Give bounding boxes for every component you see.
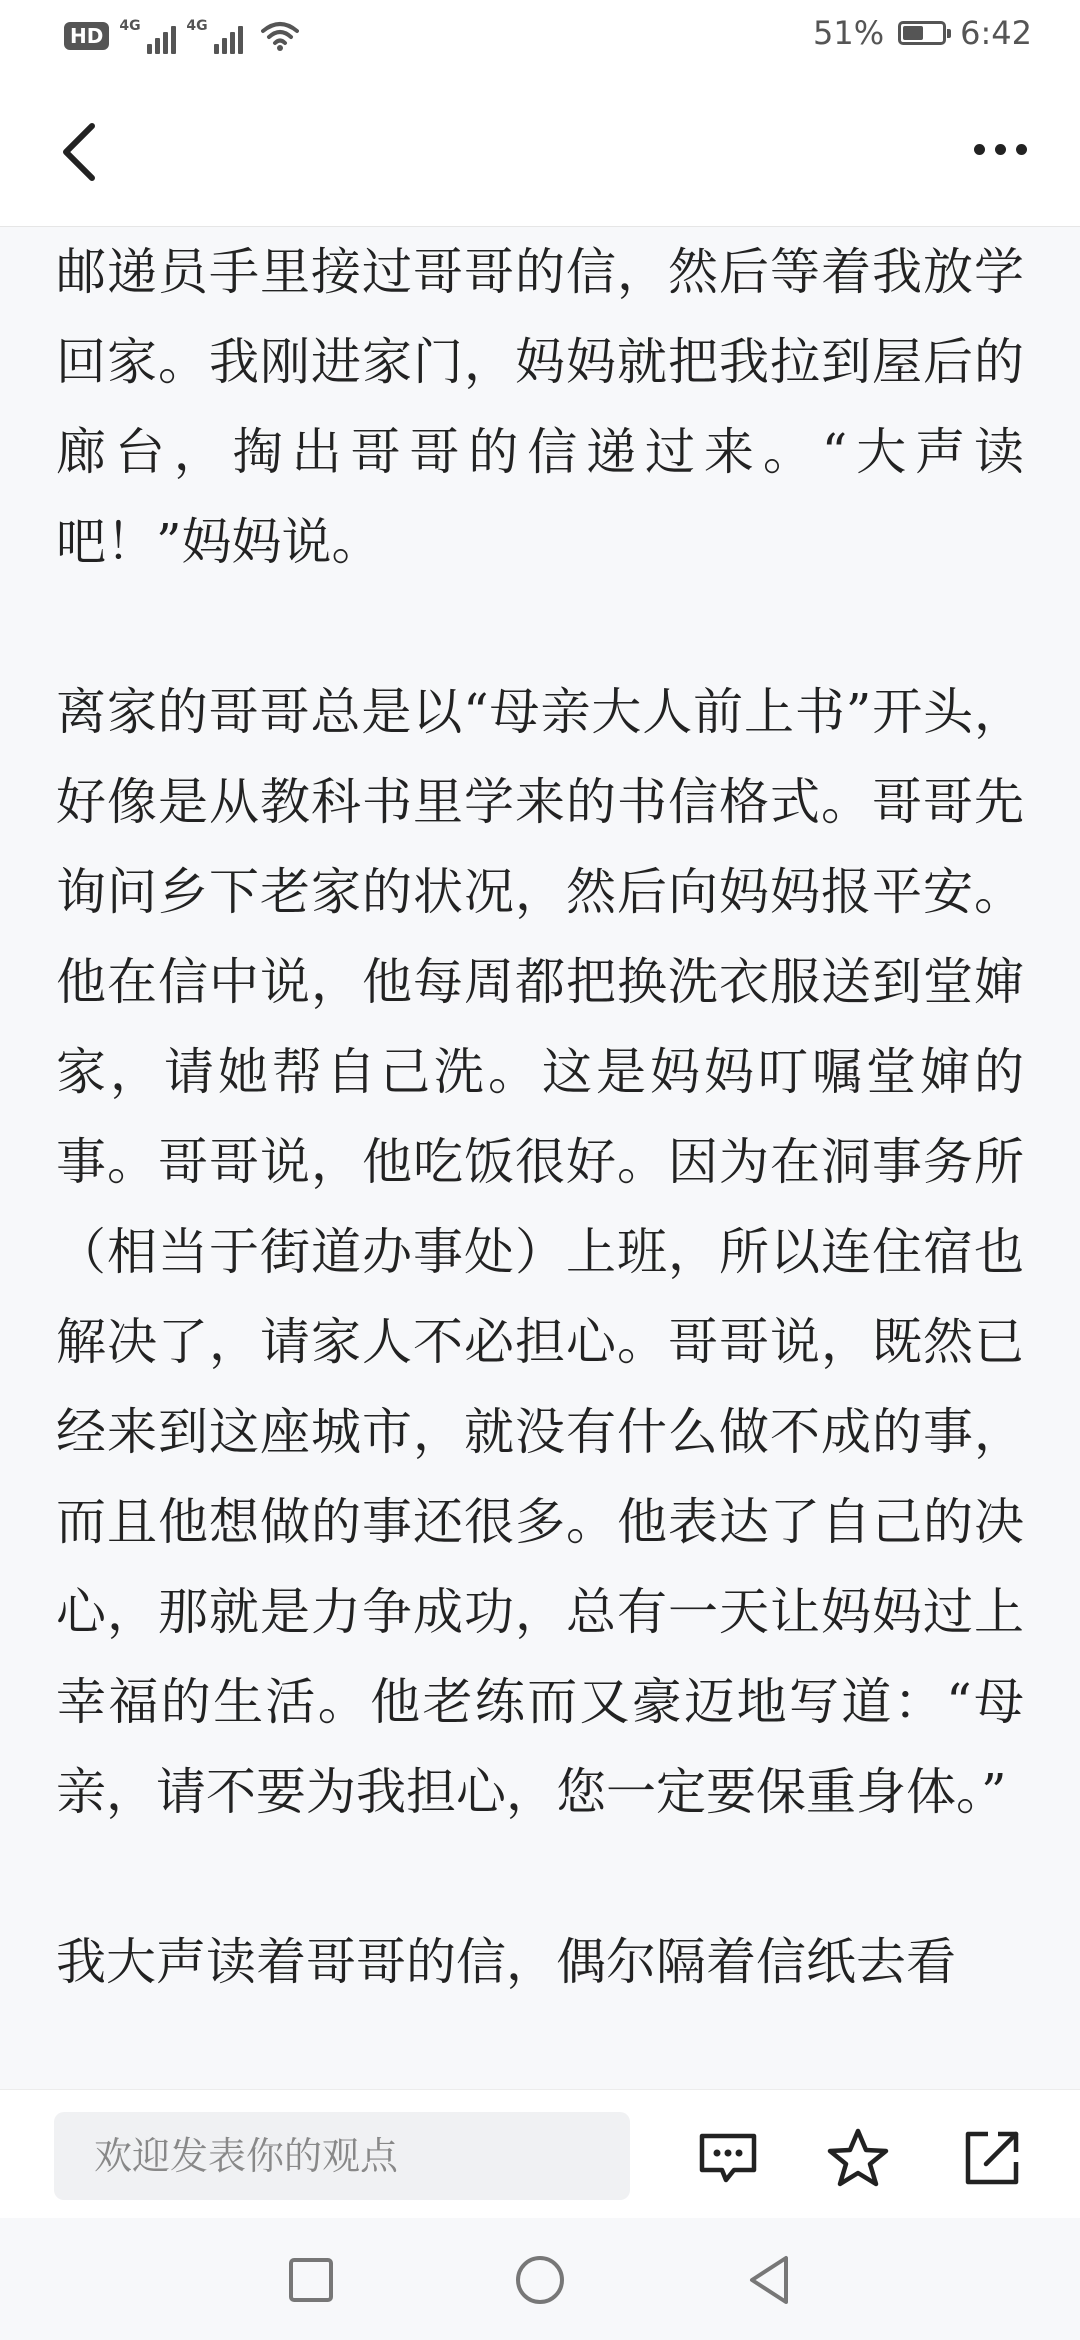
- comment-input[interactable]: [54, 2112, 630, 2200]
- chevron-left-icon: [52, 116, 112, 186]
- system-back-button[interactable]: [742, 2252, 798, 2308]
- status-right: [813, 14, 1032, 52]
- network-type-label: 4G: [119, 18, 141, 34]
- article-paragraph: 我大声读着哥哥的信，偶尔隔着信纸去看: [56, 1933, 956, 1991]
- article-paragraph: 离家的哥哥总是以“母亲大人前上书”开头，好像是从教科书里学来的书信格式。哥哥先询问乡下老家的状况，然后向妈妈报平安。他在信中说，他每周都把换洗衣服送到堂婶家，请她帮自己洗。这是妈妈叮嘱堂婶的事。哥哥说，他吃饭很好。因为在洞事务所（相当于街道办事处）上班，所以连住宿也解决了，请家人不必担心。哥哥说，既然已经来到这座城市，就没有什么做不成的事，而且他想做的事还很多。他表达了自己的决心，那就是力争成功，总有一天让妈妈过上幸福的生活。他老练而又豪迈地写道：“母亲，请不要为我担心，您一定要保重身体。”: [56, 683, 1024, 1821]
- hd-badge: HD: [64, 22, 109, 50]
- battery-percent: 51%: [813, 14, 885, 52]
- signal-icon: [188, 18, 243, 54]
- share-external-icon: [960, 2126, 1024, 2190]
- battery-fill: [903, 26, 922, 40]
- system-navigation-bar: [0, 2218, 1080, 2340]
- status-left: [64, 18, 299, 54]
- star-icon: [826, 2126, 890, 2190]
- battery-icon: [898, 21, 946, 45]
- share-button[interactable]: [960, 2126, 1024, 2190]
- status-bar: [0, 0, 1080, 72]
- comment-bubble-icon: [696, 2126, 760, 2190]
- back-button[interactable]: [52, 116, 112, 186]
- more-dots-icon-dot: [1016, 144, 1027, 155]
- more-dots-icon: [974, 144, 985, 155]
- triangle-back-icon: [742, 2252, 798, 2308]
- bottom-action-bar: [0, 2089, 1080, 2218]
- home-button[interactable]: [512, 2252, 568, 2308]
- article-body: [0, 227, 1080, 2089]
- top-nav-bar: [0, 72, 1080, 227]
- circle-icon: [512, 2252, 568, 2308]
- wifi-icon: [261, 21, 299, 51]
- network-type-label: 4G: [186, 18, 208, 34]
- article-paragraph: 邮递员手里接过哥哥的信，然后等着我放学回家。我刚进家门，妈妈就把我拉到屋后的廊台，掏出哥哥的信递过来。“大声读吧！”妈妈说。: [56, 243, 1024, 571]
- recent-apps-button[interactable]: [283, 2252, 339, 2308]
- clock: 6:42: [960, 14, 1032, 52]
- comments-button[interactable]: [696, 2126, 760, 2190]
- more-dots-icon-dot: [995, 144, 1006, 155]
- signal-icon: [121, 18, 176, 54]
- more-options-button[interactable]: [960, 124, 1040, 174]
- favorite-button[interactable]: [826, 2126, 890, 2190]
- square-icon: [283, 2252, 339, 2308]
